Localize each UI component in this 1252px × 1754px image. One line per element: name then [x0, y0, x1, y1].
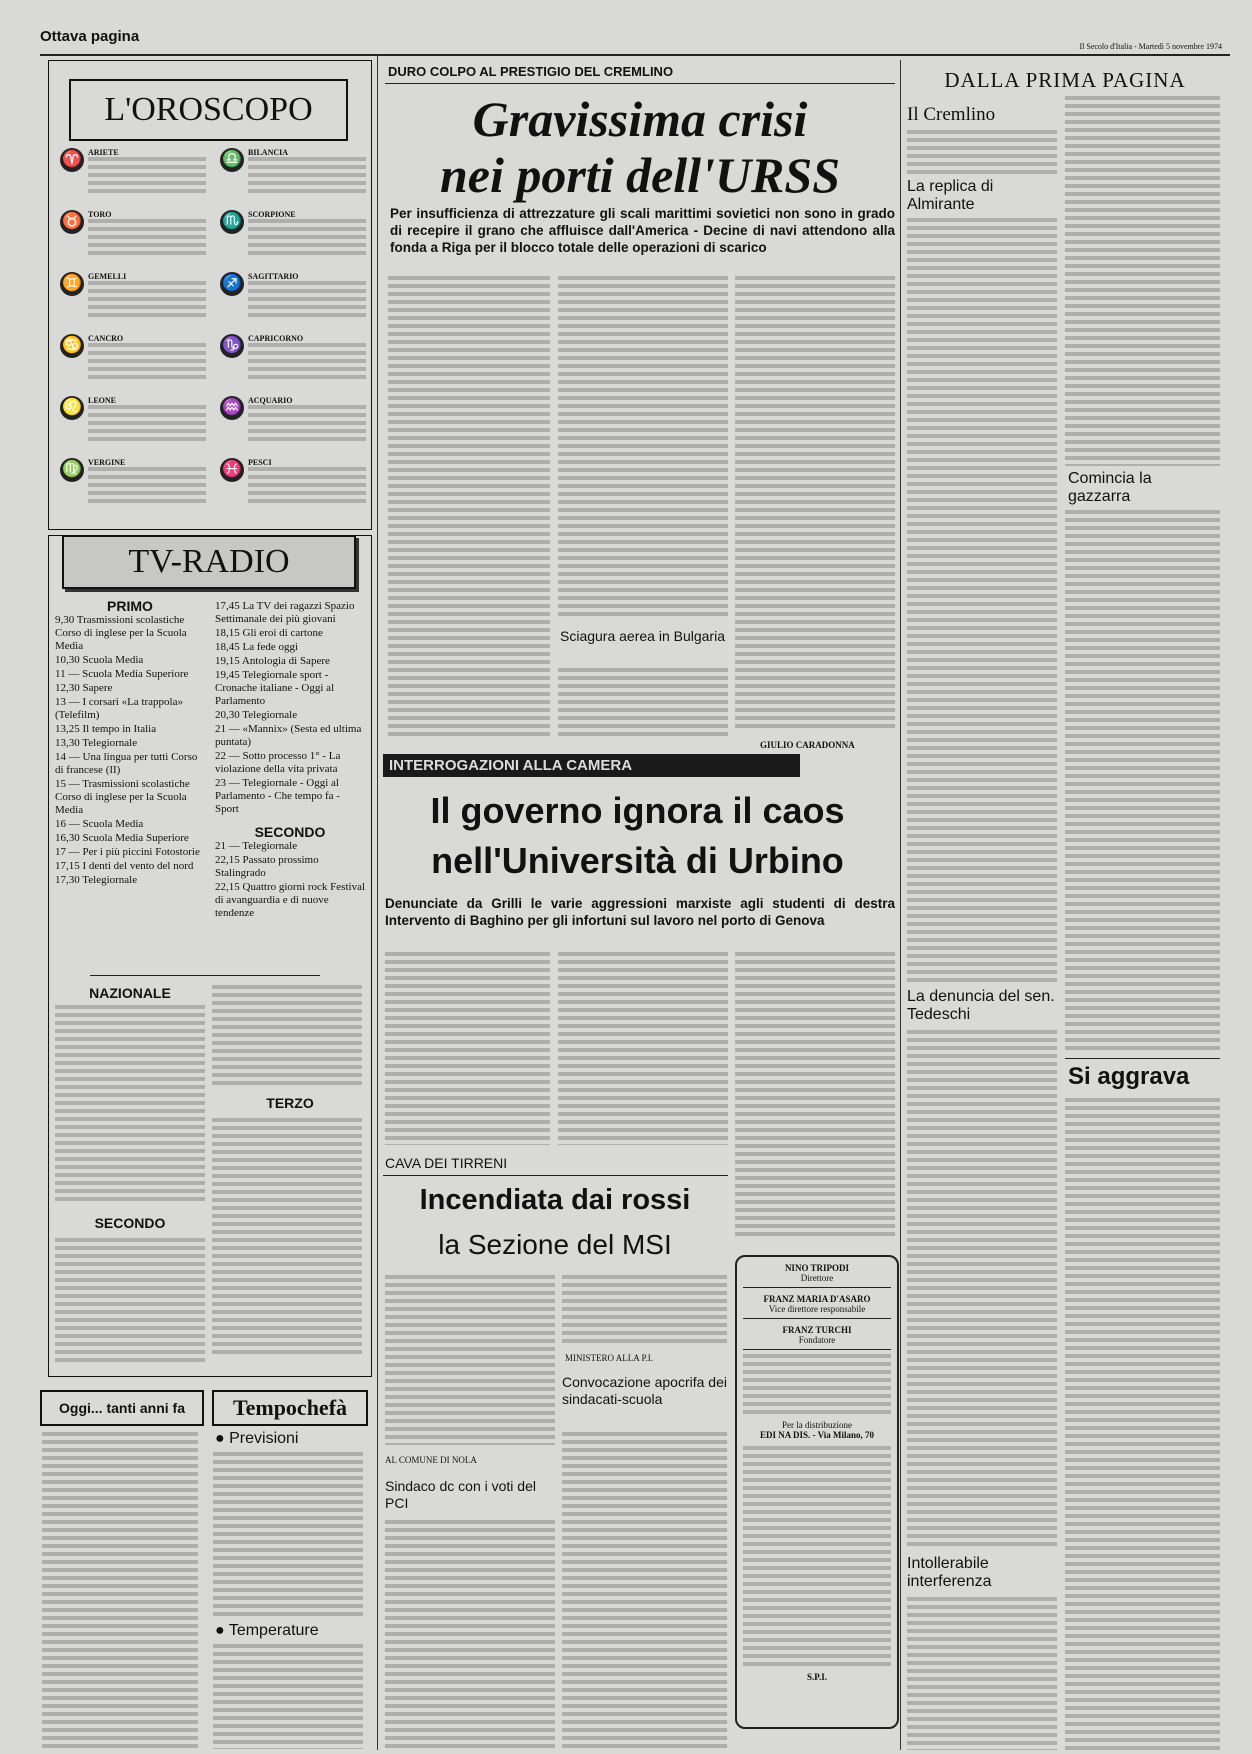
sign-name: PESCI	[248, 458, 272, 467]
third-headline-1: Incendiata dai rossi	[419, 1184, 691, 1216]
right-title: DALLA PRIMA PAGINA	[944, 68, 1186, 92]
sciagura-title: Sciagura aerea in Bulgaria	[560, 628, 725, 644]
sign-name: TORO	[88, 210, 112, 219]
tv-listing: 10,30 Scuola Media	[55, 654, 144, 666]
oggi-title: Oggi... tanti anni fa	[40, 1390, 204, 1426]
main-headline-1: Gravissima crisi	[472, 91, 808, 147]
sign-name: CAPRICORNO	[248, 334, 304, 343]
zodiac-icon: ♌	[60, 396, 84, 420]
second-kicker: INTERROGAZIONI ALLA CAMERA	[383, 754, 800, 777]
vice-director-name: FRANZ MARIA D'ASARO	[763, 1294, 871, 1304]
zodiac-icon: ♊	[60, 272, 84, 296]
tv-listing: 18,15 Gli eroi di cartone	[215, 627, 323, 639]
radio-secondo-heading: SECONDO	[94, 1215, 166, 1231]
tv-listing: 17,15 I denti del vento del nord	[55, 860, 194, 872]
right-s2: La replica di Almirante	[907, 178, 994, 213]
radio-terzo-heading: TERZO	[266, 1095, 314, 1111]
right-s1: Il Cremlino	[907, 104, 996, 125]
horoscope-sign	[60, 396, 210, 445]
tv-listing: 15 — Trasmissioni scolastiche Corso di inglese per la Scuola Media	[55, 778, 190, 816]
right-s6: Intollerabile interferenza	[907, 1555, 992, 1590]
tv-listing: 17,30 Telegiornale	[55, 874, 138, 886]
zodiac-icon: ♏	[220, 210, 244, 234]
horoscope-sign	[60, 148, 210, 197]
nola-kicker: AL COMUNE DI NOLA	[385, 1455, 477, 1465]
director-name: NINO TRIPODI	[784, 1263, 850, 1273]
right-s4: La denuncia del sen. Tedeschi	[907, 988, 1055, 1023]
tv-listing: 22 — Sotto processo 1° - La violazione della vita privata	[215, 750, 341, 775]
sign-name: ARIETE	[88, 148, 119, 157]
masthead-box	[735, 1255, 899, 1729]
tv-primo-evening	[215, 600, 365, 921]
tv-listing: 16,30 Scuola Media Superiore	[55, 832, 189, 844]
horoscope-sign	[60, 210, 210, 259]
tv-listing: 21 — Telegiornale	[215, 840, 298, 852]
tv-listing: 11 — Scuola Media Superiore	[55, 668, 189, 680]
horoscope-sign	[220, 272, 370, 321]
radio-nazionale-heading: NAZIONALE	[89, 985, 171, 1001]
second-subdeck: Denunciate da Grilli le varie aggressioni marxiste agli studenti di destra Intervento di Baghino per gli infortuni sul lavoro nel porto di Genova	[385, 896, 895, 928]
distrib-value: EDI NA DIS. - Via Milano, 70	[759, 1430, 875, 1440]
horoscope-sign	[60, 334, 210, 383]
tv-listing: 20,30 Telegiornale	[215, 709, 298, 721]
third-headline-2: la Sezione del MSI	[438, 1229, 672, 1260]
tv-listing: 13,30 Telegiornale	[55, 737, 138, 749]
horoscope-sign	[60, 458, 210, 507]
tv-primo	[55, 600, 205, 888]
horoscope-sign	[220, 148, 370, 197]
horoscope-sign	[60, 272, 210, 321]
tv-listing: 16 — Scuola Media	[55, 818, 144, 830]
sign-name: SAGITTARIO	[248, 272, 299, 281]
zodiac-icon: ♒	[220, 396, 244, 420]
zodiac-icon: ♈	[60, 148, 84, 172]
scuola-kicker: MINISTERO ALLA P.I.	[565, 1353, 654, 1363]
tv-listing: 19,45 Telegiornale sport - Cronache italiane - Oggi al Parlamento	[215, 669, 335, 707]
tv-listing: 18,45 La fede oggi	[215, 641, 299, 653]
tempo-title: Tempochefà	[212, 1390, 368, 1426]
dateline: Il Secolo d'Italia - Martedì 5 novembre 1974	[1079, 42, 1222, 51]
section-label: Ottava pagina	[40, 28, 140, 45]
tv-listing: 12,30 Sapere	[55, 682, 113, 694]
tv-listing: 19,15 Antologia di Sapere	[215, 655, 330, 667]
zodiac-icon: ♎	[220, 148, 244, 172]
tv-radio-title: TV-RADIO	[62, 535, 356, 589]
distrib-label: Per la distribuzione	[782, 1420, 852, 1430]
horoscope-sign	[220, 334, 370, 383]
third-kicker: CAVA DEI TIRRENI	[385, 1155, 508, 1171]
horoscope-sign	[220, 396, 370, 445]
tv-listing: 23 — Telegiornale - Oggi al Parlamento - Che tempo fa - Sport	[215, 777, 340, 815]
sign-name: CANCRO	[88, 334, 124, 343]
right-s3: Comincia la gazzarra	[1068, 470, 1152, 505]
tv-listing: 14 — Una lingua per tutti Corso di francese (II)	[55, 751, 198, 776]
vice-director-role: Vice direttore responsabile	[768, 1304, 866, 1314]
secondo-heading: SECONDO	[254, 824, 326, 840]
main-kicker: DURO COLPO AL PRESTIGIO DEL CREMLINO	[388, 64, 674, 79]
byline: GIULIO CARADONNA	[760, 740, 855, 750]
horoscope-sign	[220, 210, 370, 259]
founder-name: FRANZ TURCHI	[782, 1325, 852, 1335]
main-headline-2: nei porti dell'URSS	[439, 147, 841, 203]
tv-listing: 13 — I corsari «La trappola» (Telefilm)	[55, 696, 183, 721]
temperature-heading: ● Temperature	[215, 1622, 319, 1639]
tv-listing: 21 — «Mannix» (Sesta ed ultima puntata)	[215, 723, 362, 748]
nola-title: Sindaco dc con i voti del PCI	[385, 1478, 536, 1511]
previsioni-heading: ● Previsioni	[215, 1430, 299, 1447]
right-s5: Si aggrava	[1068, 1063, 1190, 1090]
tv-listing: 22,15 Quattro giorni rock Festival di avanguardia e di nuove tendenze	[215, 881, 366, 919]
primo-heading: PRIMO	[107, 598, 153, 614]
tv-listing: 17 — Per i più piccini Fotostorie	[55, 846, 200, 858]
sign-name: ACQUARIO	[248, 396, 293, 405]
zodiac-icon: ♍	[60, 458, 84, 482]
sign-name: LEONE	[88, 396, 117, 405]
zodiac-icon: ♑	[220, 334, 244, 358]
tv-listing: 17,45 La TV dei ragazzi Spazio Settimanale dei più giovani	[215, 600, 355, 625]
tv-listing: 13,25 Il tempo in Italia	[55, 723, 157, 735]
founder-role: Fondatore	[798, 1335, 836, 1345]
scuola-title: Convocazione apocrifa dei sindacati-scuola	[562, 1374, 727, 1407]
second-headline-1: Il governo ignora il caos	[430, 790, 845, 831]
second-headline-2: nell'Università di Urbino	[431, 840, 844, 881]
sign-name: SCORPIONE	[248, 210, 296, 219]
director-role: Direttore	[800, 1273, 834, 1283]
sign-name: GEMELLI	[88, 272, 127, 281]
tv-listing: 9,30 Trasmissioni scolastiche Corso di inglese per la Scuola Media	[55, 614, 187, 652]
sign-name: BILANCIA	[248, 148, 289, 157]
horoscope-sign	[220, 458, 370, 507]
zodiac-icon: ♐	[220, 272, 244, 296]
horoscope-title: L'OROSCOPO	[69, 79, 348, 141]
spi-label: S.P.I.	[807, 1672, 827, 1682]
zodiac-icon: ♋	[60, 334, 84, 358]
zodiac-icon: ♉	[60, 210, 84, 234]
main-subdeck: Per insufficienza di attrezzature gli scali marittimi sovietici non sono in grado di recepire il grano che affluisce dall'America - Decine di navi attendono alla fonda a Riga per il blocco totale delle operazioni di scarico	[390, 206, 895, 255]
zodiac-icon: ♓	[220, 458, 244, 482]
tv-listing: 22,15 Passato prossimo Stalingrado	[215, 854, 319, 879]
sign-name: VERGINE	[88, 458, 126, 467]
